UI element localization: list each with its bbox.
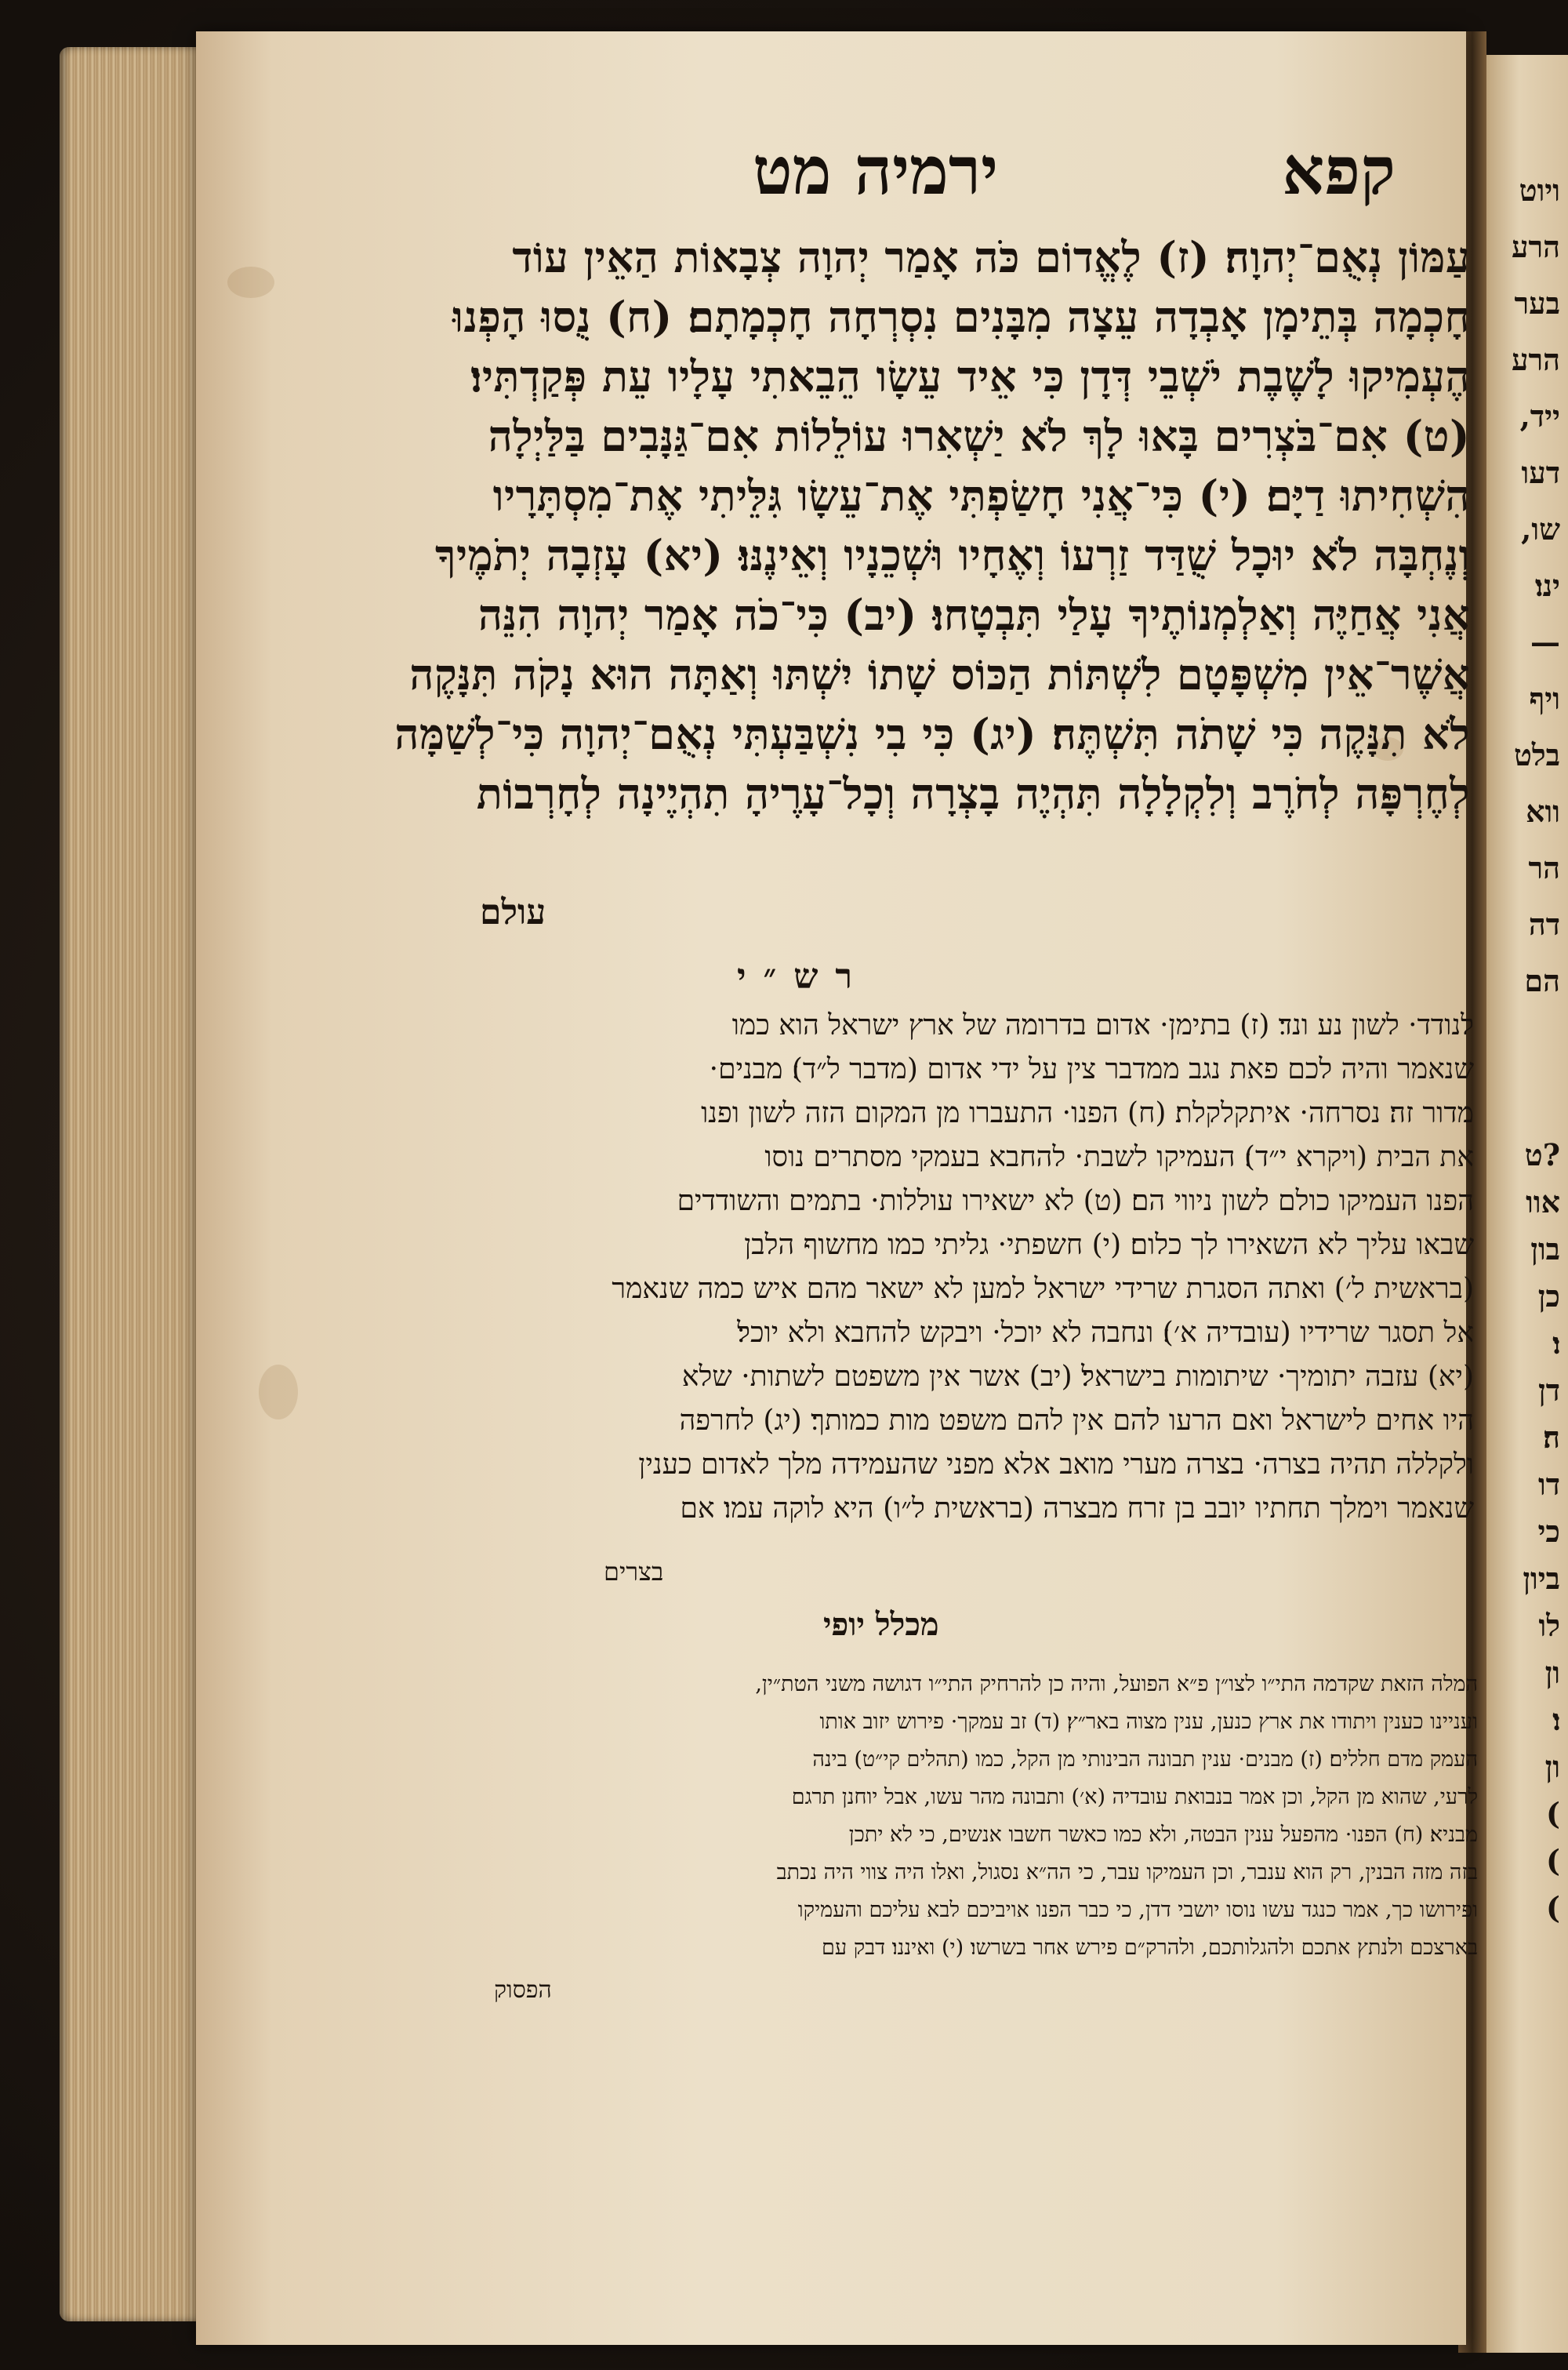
rashi-line: את הבית (ויקרא י״ד)׃ העמיקו לשבת· להחבא בעמקי מסתרים נוסו bbox=[764, 1141, 1474, 1173]
fragment: ביון bbox=[1523, 1561, 1560, 1596]
rashi-line: היו אחים לישראל ואם הרעו להם אין להם משפט מות כמותך׃ (יג) לחרפה bbox=[679, 1405, 1474, 1437]
mikhlal-yofi-commentary bbox=[310, 1666, 1478, 1967]
fragment: ) bbox=[1546, 1890, 1560, 1925]
fragment: כן bbox=[1537, 1278, 1560, 1314]
rashi-line: שבאו עליך לא השאירו לך כלום׃ (י) חשפתי· גליתי כמו מחשוף הלבן bbox=[744, 1229, 1474, 1261]
mikhlal-line: בזה מזה הבנין, רק הוא ענבר, וכן העמיקו עבר, כי הה״א נסגול, ואלו היה צווי היה נכתב bbox=[776, 1860, 1478, 1885]
rashi-heading: רש״י bbox=[737, 957, 870, 997]
fragment: ) bbox=[1546, 1843, 1560, 1878]
running-header bbox=[298, 132, 1396, 218]
fragment: בון bbox=[1530, 1231, 1560, 1267]
mikhlal-line: ופירושו כך, אמר כנגד עשו נוסו יושבי דדן, כי כבר הפנו אויביכם לבא עליכם והעמיקו bbox=[797, 1898, 1478, 1922]
verse-line: אֲנִי אֲחַיֶּה וְאַלְמְנוֹתֶיךָ עָלַי תִּבְטָחוּ׃ (יב) כִּי־כֹה אָמַר יְהוָה הִנֵּה bbox=[478, 590, 1470, 640]
fragment: הם bbox=[1524, 963, 1560, 998]
fragment: ?ט bbox=[1524, 1137, 1560, 1172]
fragment: — bbox=[1530, 624, 1560, 660]
rashi-line: (יא) עזבה יתומיך· שיתומות בישראל׃ (יב) אשר אין משפטם לשתות· שלא bbox=[681, 1361, 1474, 1393]
mikhlal-line: לרעי, שהוא מן הקל, וכן אמר בנבואת עובדיה (א׳) ותבונה מהר עשו, אבל יוחנן תרגם bbox=[791, 1785, 1478, 1809]
adjacent-page bbox=[1486, 55, 1568, 2353]
paper-stain bbox=[259, 1365, 298, 1419]
fragment: ון bbox=[1544, 1655, 1560, 1690]
scripture-text bbox=[294, 227, 1470, 823]
verse-line: חָכְמָה בְּתֵימָן אָבְדָה עֵצָה מִבָּנִים נִסְרְחָה חָכְמָתָם׃ (ח) נֻסוּ הָפְנוּ bbox=[452, 292, 1470, 342]
fragment: ) bbox=[1546, 1796, 1560, 1831]
rashi-line: ולקללה תהיה בצרה· בצרה מערי מואב אלא מפני שהעמידה מלך לאדום כענין bbox=[638, 1449, 1474, 1481]
fragment: ו׃ bbox=[1552, 1702, 1560, 1737]
fragment: ויוט bbox=[1519, 173, 1560, 208]
fragment: אוו bbox=[1526, 1184, 1560, 1220]
fragment: בלט bbox=[1513, 737, 1560, 772]
rashi-line: לנודד· לשון נע ונד׃ (ז) בתימן· אדום בדרומה של ארץ ישראל הוא כמו bbox=[731, 1009, 1474, 1041]
folio-number: קפא bbox=[1282, 132, 1396, 209]
fragment: ון bbox=[1544, 1749, 1560, 1784]
fragment: כי bbox=[1537, 1514, 1560, 1549]
verse-line: לְחֶרְפָּה לְחֹרֶב וְלִקְלָלָה תִּהְיֶה בָצְרָה וְכָל־עָרֶיהָ תִהְיֶינָה לְחָרְבוֹת bbox=[476, 769, 1470, 819]
verse-line: הֶעְמִיקוּ לָשֶׁבֶת יֹשְׁבֵי דְּדָן כִּי אֵיד עֵשָׂו הֵבֵאתִי עָלָיו עֵת פְּקַדְתִּיו׃ bbox=[470, 351, 1470, 402]
mikhlal-line: העמק מדם חללים׃ (ז) מבנים· ענין תבונה הבינותי מן הקל, כמו (תהלים קי״ט) בינה bbox=[812, 1747, 1478, 1772]
rashi-line: אל תסגר שרידיו (עובדיה א׳)׃ ונחבה לא יוכל· ויבקש להחבא ולא יוכל׃ bbox=[737, 1317, 1474, 1349]
rashi-catchword: בצרים bbox=[604, 1557, 664, 1587]
verse-line: עַמּוֹן נְאֻם־יְהוָה׃ (ז) לֶאֱדוֹם כֹּה אָמַר יְהוָה צְבָאוֹת הַאֵין עוֹד bbox=[512, 232, 1470, 282]
rashi-line: שנאמר והיה לכם פאת נגב ממדבר צין על ידי אדום (מדבר ל״ד)׃ מבנים· bbox=[709, 1053, 1474, 1085]
mikhlal-line: בארצכם ולנתץ אתכם ולהגלותכם, ולהרק״ם פירש אחר בשרשו׃ (י) ואיננו׃ דבק עם bbox=[822, 1936, 1478, 1960]
mikhlal-line: מבניא׃ (ח) הפנו· מהפעל ענין הבטה, ולא כמו כאשר חשבו אנשים, כי לא יתכן bbox=[848, 1823, 1478, 1847]
fragment: הר bbox=[1528, 850, 1560, 885]
rashi-line: הפנו העמיקו כולם לשון ניווי הם׃ (ט) לא ישאירו עוללות· בתמים והשודדים bbox=[677, 1185, 1474, 1217]
fragment: ווא bbox=[1526, 794, 1560, 829]
page-edges bbox=[60, 47, 209, 2321]
verse-line: לֹא תִנָּקֶה כִּי שָׁתֹה תִּשְׁתֶּה׃ (יג) כִּי בִי נִשְׁבַּעְתִּי נְאֻם־יְהוָה כִּי־לְשַׁמָּה bbox=[394, 709, 1470, 759]
mikhlal-line: המלה הזאת שקדמה התי״ו לצו״ן פ״א הפועל, והיה כן להרחיק התי״ו דגושה משני הטת״ין, bbox=[755, 1672, 1478, 1696]
fragment: הרע bbox=[1511, 229, 1560, 264]
fragment: דעו bbox=[1521, 455, 1560, 490]
fragment: ה׃ bbox=[1543, 1419, 1560, 1455]
verse-line: הִשְׁחִיתוּ דַיָּם׃ (י) כִּי־אֲנִי חָשַׂפְתִּי אֶת־עֵשָׂו גִּלֵּיתִי אֶת־מִסְתָּרָיו bbox=[492, 471, 1470, 521]
verse-catchword: עולם bbox=[480, 892, 546, 932]
rashi-line: מדור זה׃ נסרחה· איתקלקלת׃ (ח) הפנו· התעברו מן המקום הזה לשון ופנו bbox=[701, 1097, 1474, 1129]
fragment: בער bbox=[1514, 285, 1560, 321]
paper-stain bbox=[227, 267, 274, 298]
fragment: ינו׃ bbox=[1534, 568, 1560, 603]
fragment: לו bbox=[1538, 1608, 1560, 1643]
fragment: הרע bbox=[1511, 342, 1560, 377]
fragment: ייד, bbox=[1519, 398, 1560, 434]
rashi-commentary bbox=[294, 1004, 1474, 1531]
mikhlal-line: ועניינו כענין ויתודו את ארץ כנען, ענין מצוה באר״ץ׃ (ד) זב עמקך· פירוש יזוב אותו bbox=[819, 1710, 1478, 1734]
fragment: דה bbox=[1528, 907, 1560, 942]
fragment: ויף bbox=[1529, 681, 1560, 716]
mikhlal-catchword: הפסוק bbox=[494, 1976, 552, 2004]
mikhlal-yofi-heading: מכלל יופי bbox=[823, 1606, 939, 1643]
book-chapter-title: ירמיה מט bbox=[753, 132, 999, 209]
fragment: ו׃ bbox=[1552, 1325, 1560, 1361]
verse-line: וְנֶחְבָּה לֹא יוּכָל שֻׁדַּד זַרְעוֹ וְאֶחָיו וּשְׁכֵנָיו וְאֵינֶנּוּ׃ (יא) עָזְבָה יְתֹמֶיךָ bbox=[434, 530, 1470, 580]
fragment: דו bbox=[1538, 1467, 1560, 1502]
fragment: דן bbox=[1538, 1372, 1560, 1408]
verse-line: אֲשֶׁר־אֵין מִשְׁפָּטָם לִשְׁתּוֹת הַכּוֹס שָׁתוֹ יִשְׁתּוּ וְאַתָּה הוּא נָקֹה תִּנָּקֶה bbox=[409, 649, 1470, 700]
fragment: שו, bbox=[1521, 511, 1560, 547]
verse-line: (ט) אִם־בֹּצְרִים בָּאוּ לָךְ לֹא יַשְׁאִרוּ עוֹלֵלוֹת אִם־גַּנָּבִים בַּלַּיְלָה bbox=[488, 411, 1470, 461]
rashi-line: (בראשית ל׳) ואתה הסגרת שרידי ישראל למען לא ישאר מהם איש כמה שנאמר bbox=[612, 1273, 1474, 1305]
rashi-line: שנאמר וימלך תחתיו יובב בן זרח מבצרה (בראשית ל״ו) היא לוקה עמו׃ אם bbox=[680, 1492, 1474, 1525]
